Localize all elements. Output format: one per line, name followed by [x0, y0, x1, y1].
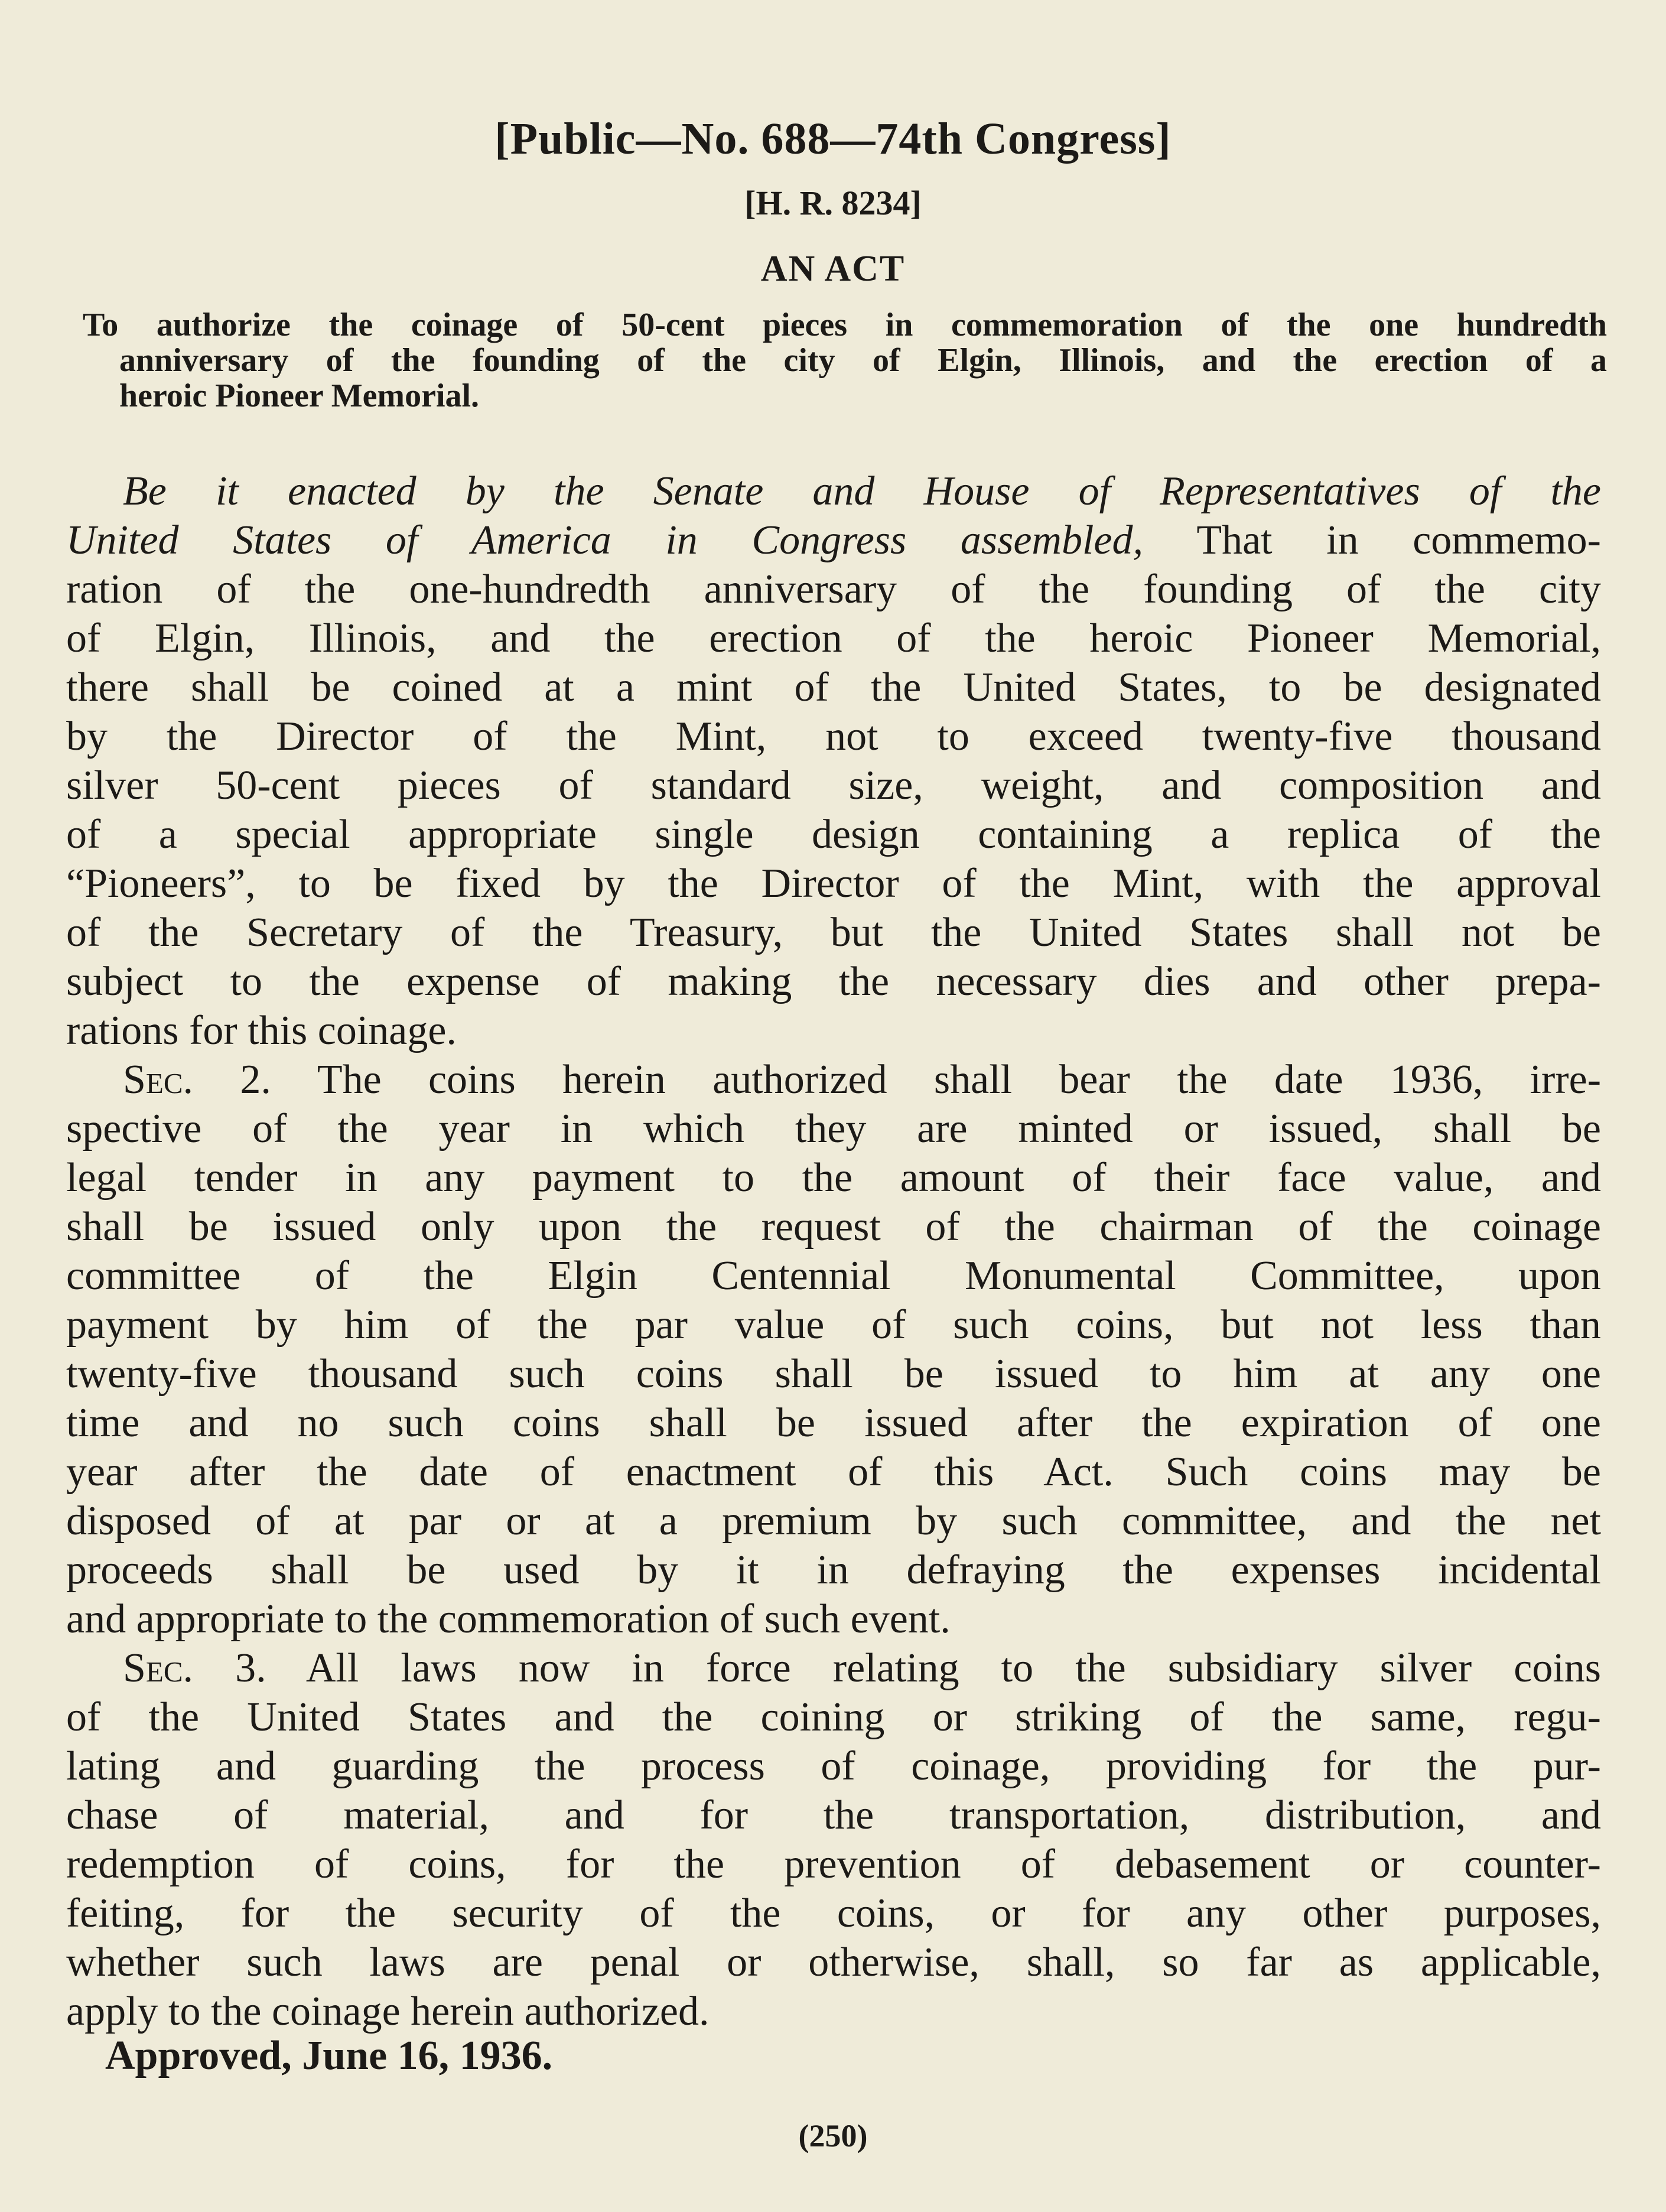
section-1-line: silver 50-cent pieces of standard size, weight, and composition and: [66, 763, 1601, 808]
section-2-line: shall be issued only upon the request of the chairman of the coinage: [66, 1204, 1601, 1250]
section-3-line: whether such laws are penal or otherwise, shall, so far as applicable,: [66, 1940, 1601, 1985]
act-body: [66, 467, 1601, 2036]
section-2-line: [66, 1055, 1601, 1104]
bill-number: [H. R. 8234]: [744, 184, 922, 222]
enacting-clause-text: Be it enacted by the Senate and House of Representatives of the: [123, 469, 1601, 514]
section-3-line: apply to the coinage herein authorized.: [66, 1989, 710, 2034]
section-2-line: committee of the Elgin Centennial Monumental Committee, upon: [66, 1253, 1601, 1299]
section-1-line: there shall be coined at a mint of the United States, to be designated: [66, 665, 1601, 710]
section-2-line: and appropriate to the commemoration of such event.: [66, 1596, 951, 1642]
section-3-label: Sec. 3.: [123, 1645, 266, 1691]
section-1-line: of Elgin, Illinois, and the erection of the heroic Pioneer Memorial,: [66, 616, 1601, 661]
section-3-line: feiting, for the security of the coins, or for any other purposes,: [66, 1891, 1601, 1936]
section-2-line: year after the date of enactment of this Act. Such coins may be: [66, 1449, 1601, 1495]
enacting-clause-text: United States of America in Congress assembled,: [66, 518, 1143, 563]
section-1-line: of the Secretary of the Treasury, but the United States shall not be: [66, 910, 1601, 955]
section-2-line: disposed of at par or at a premium by such committee, and the net: [66, 1498, 1601, 1544]
section-3-line: chase of material, and for the transportation, distribution, and: [66, 1793, 1601, 1838]
enacting-clause-line: [66, 467, 1601, 516]
section-1-line: ration of the one-hundredth anniversary of the founding of the city: [66, 567, 1601, 612]
section-2-text: The coins herein authorized shall bear the date 1936, irre-: [317, 1057, 1601, 1102]
public-law-heading: [Public—No. 688—74th Congress]: [494, 114, 1172, 164]
approval-date: Approved, June 16, 1936.: [105, 2033, 553, 2078]
section-3-line: lating and guarding the process of coinage, providing for the pur-: [66, 1743, 1601, 1789]
section-3-text: All laws now in force relating to the subsidiary silver coins: [305, 1645, 1602, 1691]
section-1-line: “Pioneers”, to be fixed by the Director of the Mint, with the approval: [66, 861, 1601, 906]
purpose-line: heroic Pioneer Memorial.: [119, 378, 480, 414]
purpose-line: anniversary of the founding of the city of Elgin, Illinois, and the erection of a: [119, 342, 1607, 379]
section-2-label: Sec. 2.: [123, 1057, 271, 1102]
section-2-line: payment by him of the par value of such coins, but not less than: [66, 1302, 1601, 1348]
section-1-line: subject to the expense of making the necessary dies and other prepa-: [66, 959, 1601, 1004]
section-1-line: rations for this coinage.: [66, 1008, 457, 1053]
section-2-line: twenty-five thousand such coins shall be issued to him at any one: [66, 1351, 1601, 1397]
purpose-line: To authorize the coinage of 50-cent pieces in commemoration of the one hundredth: [83, 307, 1607, 343]
section-1-text: That in commemo-: [1196, 518, 1601, 563]
section-1-line: [66, 516, 1601, 565]
section-3-line: redemption of coins, for the prevention of debasement or counter-: [66, 1842, 1601, 1887]
page-number: (250): [798, 2118, 868, 2154]
section-2-line: proceeds shall be used by it in defraying the expenses incidental: [66, 1547, 1601, 1593]
section-2-line: spective of the year in which they are minted or issued, shall be: [66, 1106, 1601, 1151]
section-2-line: time and no such coins shall be issued after the expiration of one: [66, 1400, 1601, 1446]
section-3-line: of the United States and the coining or striking of the same, regu-: [66, 1694, 1601, 1740]
section-1-line: of a special appropriate single design containing a replica of the: [66, 812, 1601, 857]
act-label: AN ACT: [760, 249, 906, 289]
section-1-line: by the Director of the Mint, not to exceed twenty-five thousand: [66, 714, 1601, 759]
section-2-line: legal tender in any payment to the amount of their face value, and: [66, 1155, 1601, 1201]
act-purpose: [83, 307, 1607, 414]
section-3-line: [66, 1644, 1601, 1693]
